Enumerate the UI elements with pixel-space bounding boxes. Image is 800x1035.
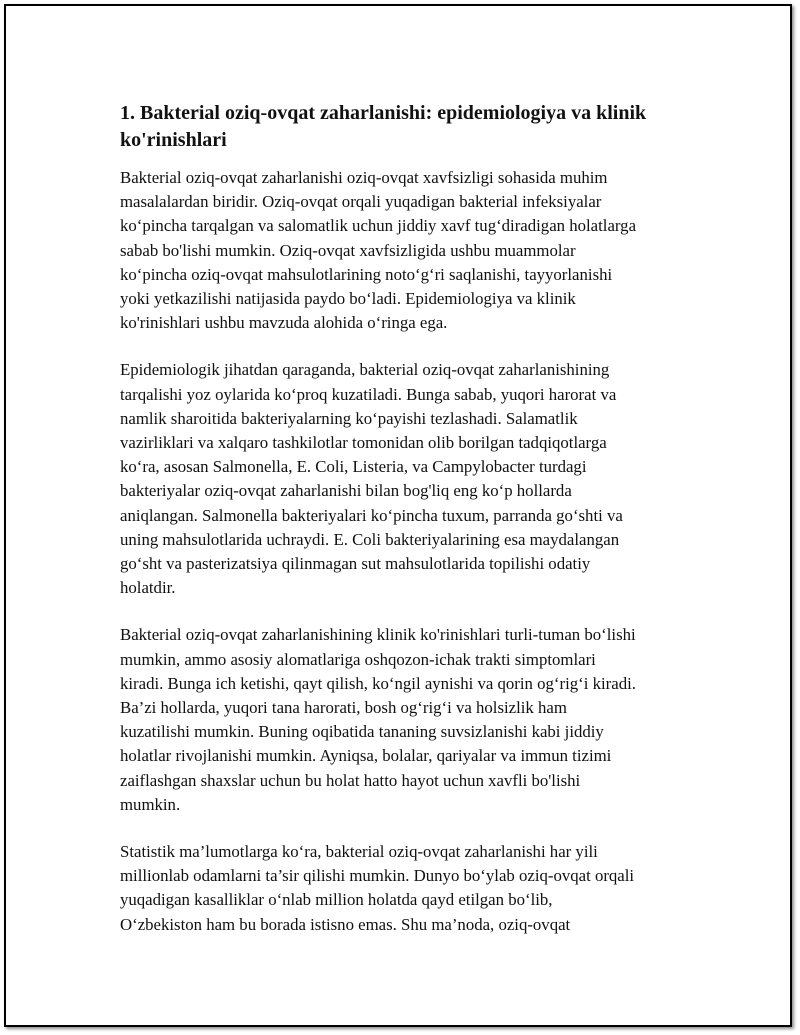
text-line: bakteriyalar oziq-ovqat zaharlanishi bilan bog'liq eng ko‘p hollarda [120,481,572,501]
paragraph-1 [120,166,690,335]
document-body [120,100,690,960]
text-line: ko‘pincha oziq-ovqat mahsulotlarining noto‘g‘ri saqlanishi, tayyorlanishi [120,264,613,284]
paragraph-2 [120,358,690,600]
text-line: Bakterial oziq-ovqat zaharlanishining klinik ko'rinishlari turli-tuman bo‘lishi [120,625,636,645]
text-line: vazirliklari va xalqaro tashkilotlar tomonidan olib borilgan tadqiqotlarga [120,433,607,453]
text-line: mumkin. [120,794,181,814]
text-line: kiradi. Bunga ich ketishi, qayt qilish, ko‘ngil aynishi va qorin og‘rig‘i kiradi. [120,673,636,693]
text-line: yuqadigan kasalliklar o‘nlab million holatda qayd etilgan bo‘lib, [120,890,553,910]
paragraph-3 [120,623,690,817]
text-line: namlik sharoitida bakteriyalarning ko‘payishi tezlashadi. Salamatlik [120,408,578,428]
text-line: Bakterial oziq-ovqat zaharlanishi oziq-ovqat xavfsizligi sohasida muhim [120,168,608,187]
text-line: ko'rinishlari ushbu mavzuda alohida o‘ringa ega. [120,313,448,333]
heading-line: ko'rinishlari [120,129,227,151]
text-line: zaiflashgan shaxslar uchun bu holat hatto hayot uchun xavfli bo'lishi [120,770,581,790]
text-line: tarqalishi yoz oylarida ko‘proq kuzatiladi. Bunga sabab, yuqori harorat va [120,384,617,404]
text-line: kuzatilishi mumkin. Buning oqibatida tananing suvsizlanishi kabi jiddiy [120,722,604,742]
text-line: yoki yetkazilishi natijasida paydo bo‘ladi. Epidemiologiya va klinik [120,289,576,309]
paragraph-4 [120,840,690,937]
text-line: mumkin, ammo asosiy alomatlariga oshqozon-ichak trakti simptomlari [120,649,596,669]
text-line: ko‘ra, asosan Salmonella, E. Coli, Listeria, va Campylobacter turdagi [120,457,587,477]
text-line: Ba’zi hollarda, yuqori tana harorati, bosh og‘rig‘i va holsizlik ham [120,698,567,718]
text-line: O‘zbekiston ham bu borada istisno emas. Shu ma’noda, oziq-ovqat [120,914,571,934]
text-line: Epidemiologik jihatdan qaraganda, bakterial oziq-ovqat zaharlanishining [120,360,610,380]
text-line: masalalardan biridir. Oziq-ovqat orqali yuqadigan bakterial infeksiyalar [120,192,602,212]
text-line: millionlab odamlarni ta’sir qilishi mumkin. Dunyo bo‘ylab oziq-ovqat orqali [120,866,635,886]
section-heading [120,100,690,154]
text-line: holatlar rivojlanishi mumkin. Ayniqsa, bolalar, qariyalar va immun tizimi [120,746,612,766]
text-line: aniqlangan. Salmonella bakteriyalari ko‘pincha tuxum, parranda go‘shti va [120,505,623,525]
text-line: ko‘pincha tarqalgan va salomatlik uchun jiddiy xavf tug‘diradigan holatlarga [120,216,637,236]
text-line: sabab bo'lishi mumkin. Oziq-ovqat xavfsizligida ushbu muammolar [120,240,576,260]
heading-line: 1. Bakterial oziq-ovqat zaharlanishi: epidemiologiya va klinik [120,102,647,124]
text-line: holatdir. [120,578,176,598]
text-line: Statistik ma’lumotlarga ko‘ra, bakterial oziq-ovqat zaharlanishi har yili [120,842,598,862]
document-page [4,4,792,1027]
text-line: uning mahsulotlarida uchraydi. E. Coli bakteriyalarining esa maydalangan [120,529,620,549]
text-line: go‘sht va pasterizatsiya qilinmagan sut mahsulotlarida topilishi odatiy [120,554,591,574]
